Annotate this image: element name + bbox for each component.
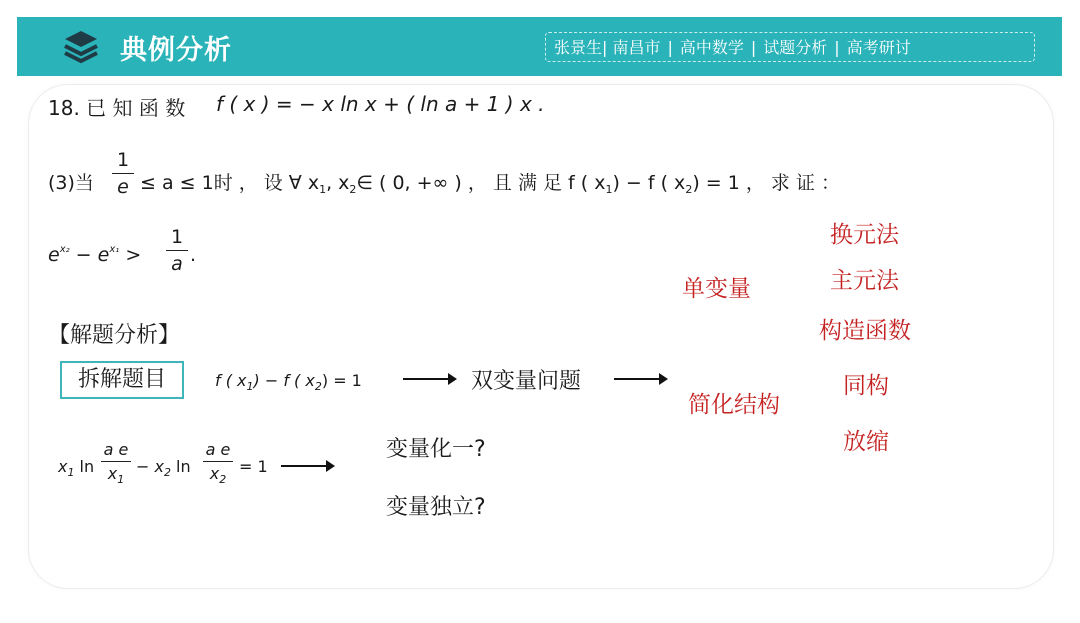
page-title: 典例分析 — [120, 35, 232, 66]
eq2-minus: − x — [136, 457, 164, 476]
subscript: 2 — [314, 380, 322, 393]
fraction-bar — [203, 461, 233, 462]
subscript: 1 — [605, 183, 613, 196]
subscript: 1 — [117, 473, 125, 486]
tag-separator: | — [750, 38, 757, 57]
fraction-one-over-e — [112, 149, 134, 198]
eq2-x1: x — [58, 457, 68, 476]
function-definition: f ( x ) = − x ln x + ( ln a + 1 ) x . — [216, 92, 545, 116]
eq2-equals: = 1 — [239, 457, 268, 476]
question-independent-variable: 变量独立? — [386, 495, 486, 520]
arrow-right-icon — [281, 465, 333, 467]
inequality-mid: − e — [69, 244, 110, 266]
subscript: 2 — [163, 466, 171, 479]
annotation-isomorphism: 同构 — [843, 373, 889, 399]
fraction-bar — [101, 461, 131, 462]
subscript: 2 — [685, 183, 693, 196]
annotation-single-variable: 单变量 — [682, 276, 751, 302]
inequality-gt: > — [119, 244, 142, 266]
equation-difference — [215, 371, 362, 393]
subscript: 1 — [246, 380, 254, 393]
fraction-denominator — [101, 464, 131, 486]
fraction-one-over-a — [166, 226, 188, 275]
tag-topic: 高考研讨 — [846, 38, 911, 57]
annotation-simplify-structure: 简化结构 — [688, 392, 780, 418]
subscript: 1 — [67, 466, 75, 479]
fraction-numerator: 1 — [170, 226, 184, 248]
tag-subject: 高中数学 — [679, 38, 744, 57]
arrow-right-icon — [614, 378, 666, 380]
boxed-step-label: 拆解题目 — [60, 361, 184, 399]
layers-icon — [61, 27, 101, 67]
condition-minus: ) − f ( x — [612, 172, 686, 194]
superscript: x₁ — [109, 244, 120, 255]
fraction-numerator: 1 — [116, 149, 130, 171]
problem-number: 18. 已 知 函 数 — [48, 96, 186, 120]
inequality-e1: e — [48, 244, 60, 266]
tag-type: 试题分析 — [763, 38, 828, 57]
fraction-ae-over-x2 — [203, 440, 233, 486]
fraction-denominator: e — [117, 176, 129, 198]
part3-label: (3)当 — [48, 172, 94, 194]
eq1-part-a: f ( x — [215, 371, 247, 390]
condition-comma: , x — [326, 172, 350, 194]
condition-text — [140, 168, 840, 196]
question-unify-variable: 变量化一? — [386, 437, 486, 462]
annotation-scaling: 放缩 — [843, 429, 889, 455]
fraction-numerator: a e — [103, 440, 129, 459]
subscript: 2 — [219, 473, 227, 486]
tag-separator: | — [667, 38, 673, 57]
header-bar — [17, 17, 1062, 76]
condition-mid: ≤ a ≤ 1时 ， 设 ∀ x — [140, 172, 320, 194]
arrow-right-icon — [403, 378, 455, 380]
eq1-part-c: ) = 1 — [321, 371, 362, 390]
tag-author: 张景生| 南昌市 — [554, 38, 661, 57]
period: . — [190, 244, 197, 266]
subscript: 2 — [349, 183, 357, 196]
annotation-construct-function: 构造函数 — [819, 318, 911, 344]
double-variable-label: 双变量问题 — [471, 369, 582, 394]
fraction-denominator: a — [171, 253, 183, 275]
annotation-main-element: 主元法 — [830, 268, 899, 294]
tag-separator: | — [834, 38, 840, 57]
inequality — [48, 244, 141, 266]
subscript: 1 — [319, 183, 327, 196]
eq2-ln: ln — [74, 457, 95, 476]
condition-end: ) = 1 ， 求 证 ： — [692, 172, 840, 194]
fraction-bar — [166, 250, 188, 251]
den-var: x — [209, 464, 220, 483]
fraction-ae-over-x1 — [101, 440, 131, 486]
equation-log-x2 — [136, 457, 191, 479]
equation-log-x1 — [58, 457, 94, 479]
eq1-part-b: ) − f ( x — [253, 371, 315, 390]
eq2-ln2: ln — [170, 457, 191, 476]
superscript: x₂ — [59, 244, 70, 255]
annotation-substitution: 换元法 — [830, 222, 899, 248]
fraction-bar — [112, 173, 134, 174]
author-tags — [545, 32, 1035, 62]
fraction-denominator — [203, 464, 233, 486]
fraction-numerator: a e — [205, 440, 231, 459]
den-var: x — [107, 464, 118, 483]
condition-domain: ∈ ( 0, +∞ ) ， 且 满 足 f ( x — [356, 172, 606, 194]
analysis-heading: 【解题分析】 — [48, 323, 181, 348]
